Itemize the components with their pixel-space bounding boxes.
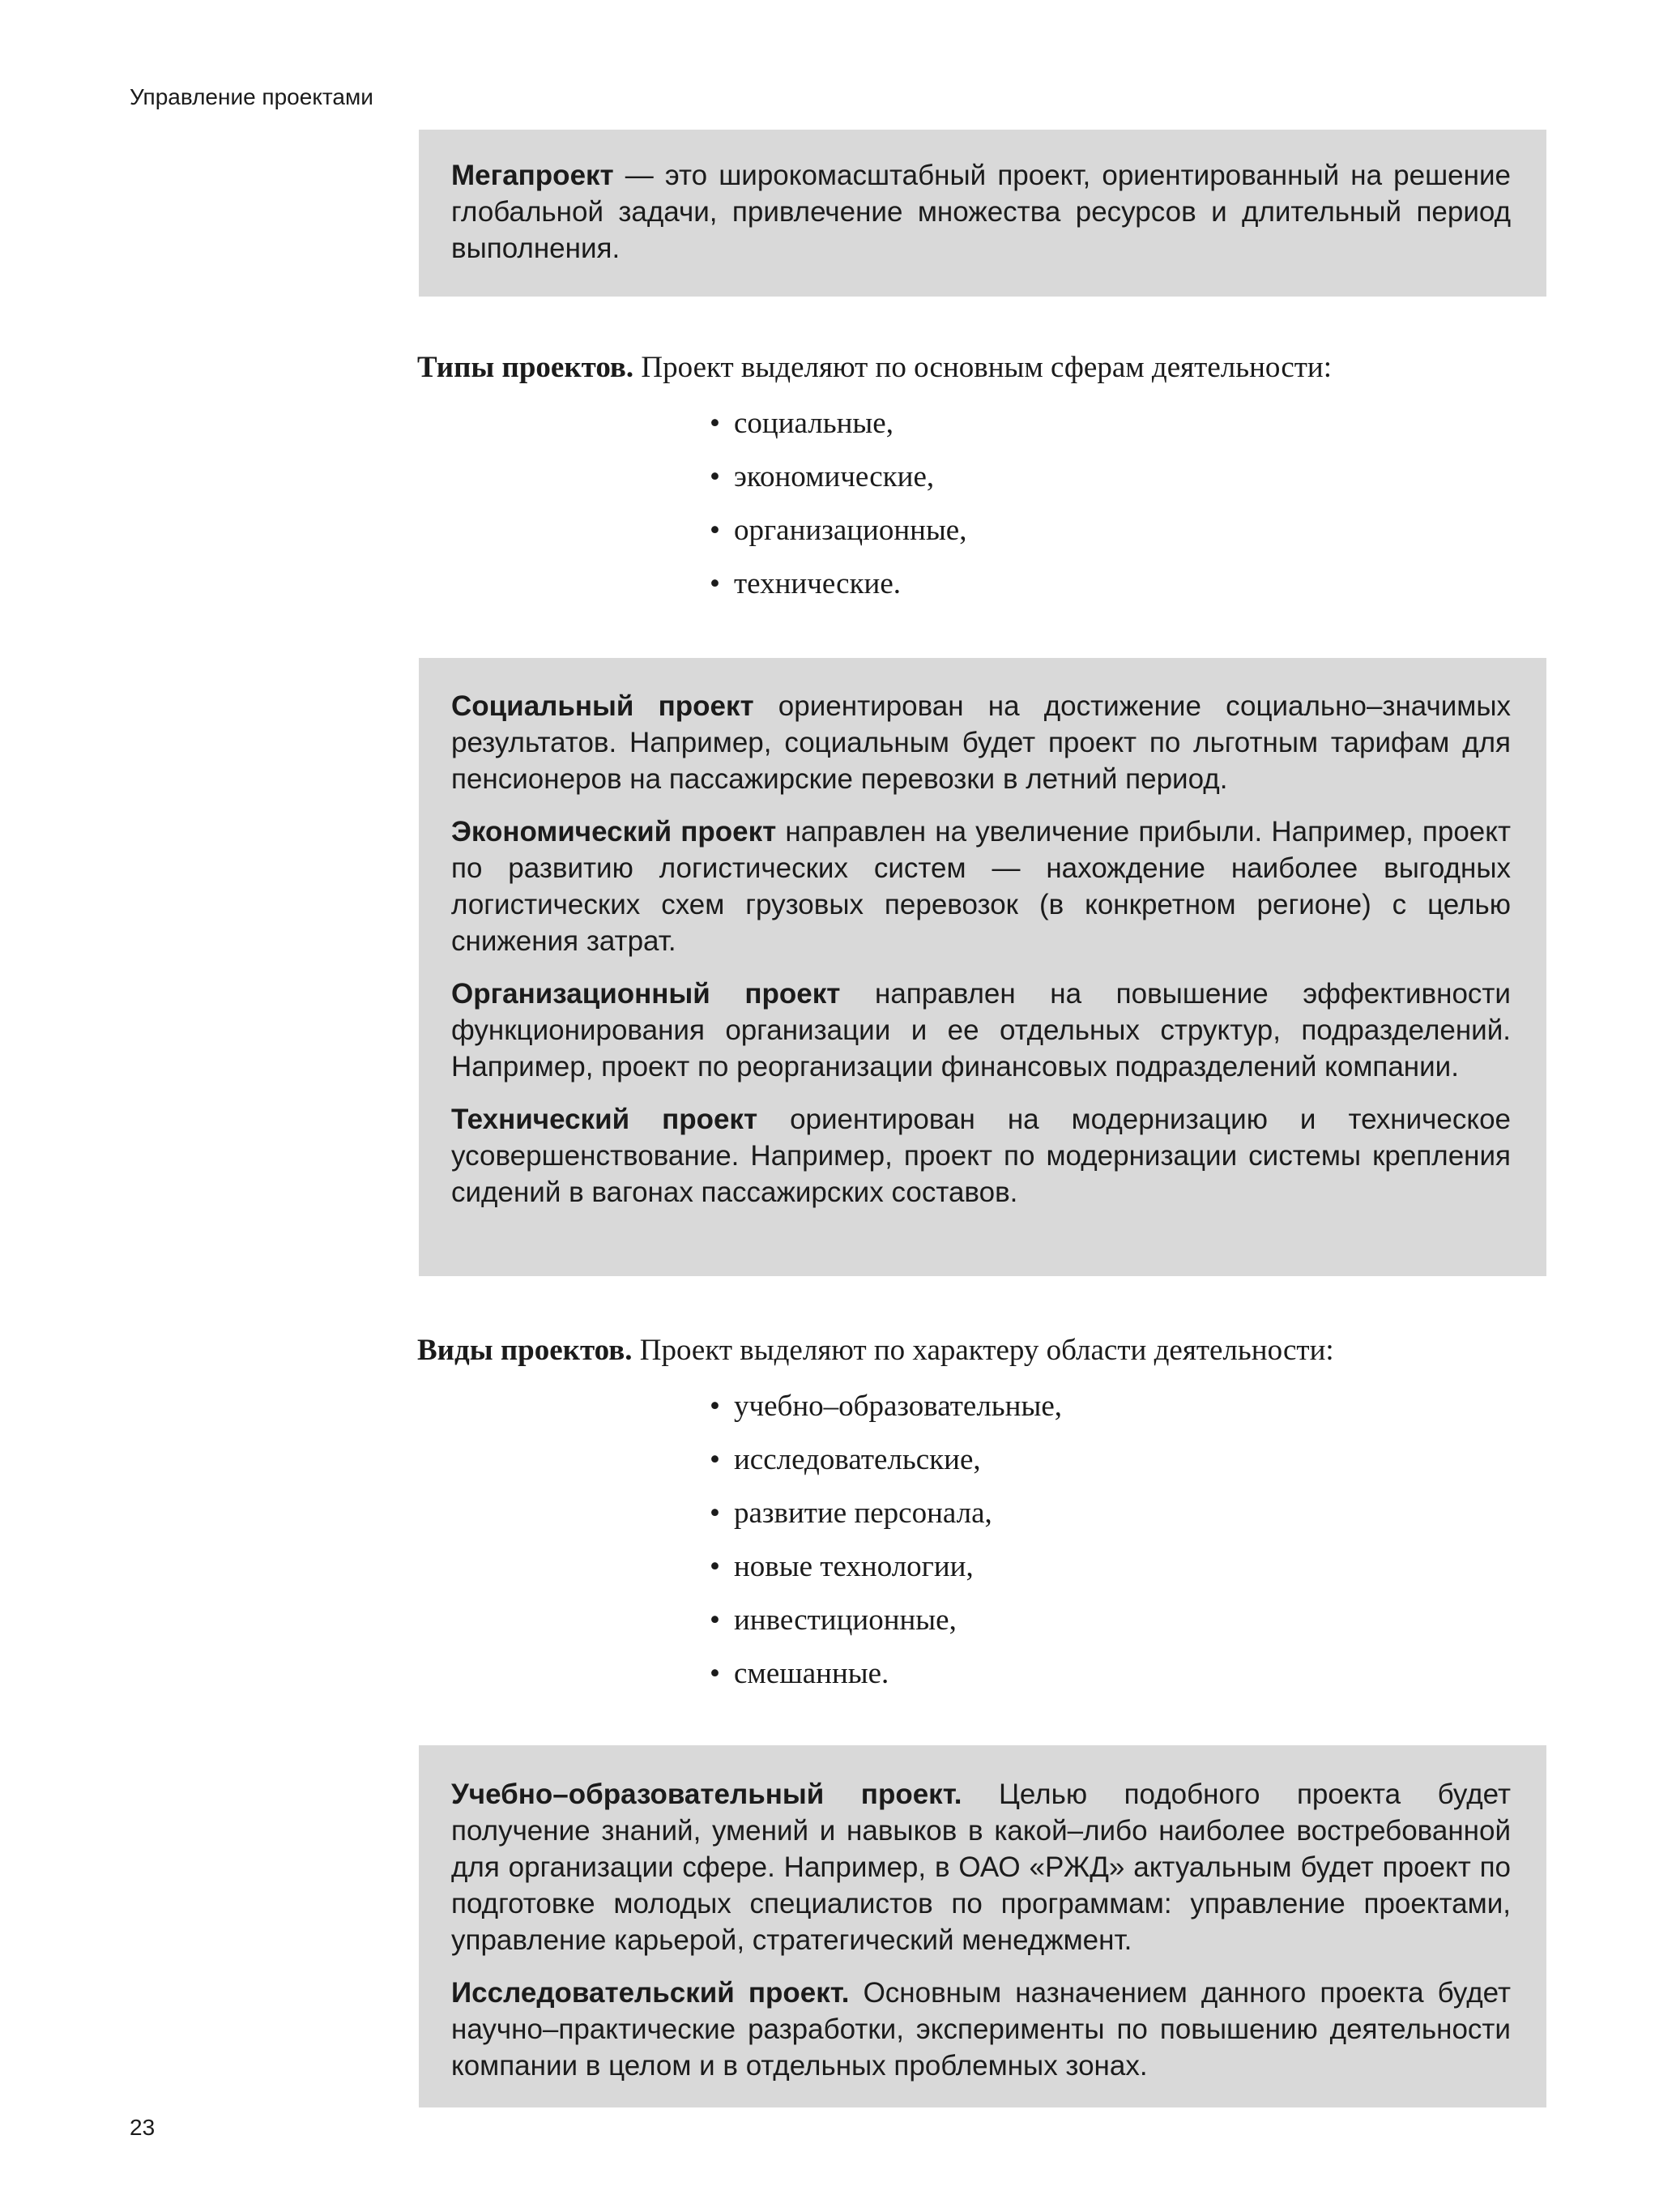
types-intro (417, 350, 1332, 386)
kinds-list (710, 1389, 1062, 1710)
list-item: • новые технологии, (710, 1549, 1062, 1603)
definition-term: Организационный проект (451, 978, 841, 1010)
kinds-intro-text: Проект выделяют по характеру области деятельности: (632, 1334, 1334, 1367)
types-list (710, 406, 966, 620)
types-intro-text: Проект выделяют по основным сферам деятельности: (633, 351, 1332, 384)
list-item: • организационные, (710, 513, 966, 566)
megaproject-term: Мегапроект (451, 160, 614, 191)
list-item: • инвестиционные, (710, 1603, 1062, 1656)
types-callout (419, 658, 1546, 1276)
list-item: • развитие персонала, (710, 1496, 1062, 1549)
kinds-callout (419, 1745, 1546, 2107)
definition-social (451, 688, 1511, 797)
definition-text: ориентирован на достижение социально–значимых результатов. Например, социальным будет проект по льготным тарифам для пенсионеров на пассажирские перевозки в летний период. (451, 690, 1511, 795)
definition-text: ориентирован на модернизацию и техническое усовершенствование. Например, проект по модернизации системы крепления сидений в вагонах пассажирских составов. (451, 1104, 1511, 1208)
definition-organizational (451, 976, 1511, 1085)
definition-text: направлен на увеличение прибыли. Например, проект по развитию логистических систем — нахождение наиболее выгодных логистических схем грузовых перевозок (в конкретном регионе) с целью снижения затрат. (451, 816, 1511, 957)
definition-text: Целью подобного проекта будет получение знаний, умений и навыков в какой–либо наиболее востребованной для организации сфере. Например, в ОАО «РЖД» актуальным будет проект по подготовке молодых специалистов по программам: управление проектами, управление карьерой, стратегический менеджмент. (451, 1779, 1511, 1956)
definition-term: Экономический проект (451, 816, 777, 848)
running-header: Управление проектами (130, 84, 373, 109)
definition-term: Социальный проект (451, 690, 754, 722)
definition-term: Технический проект (451, 1104, 758, 1135)
definition-educational (451, 1776, 1511, 1958)
definition-text: Основным назначением данного проекта будет научно–практические разработки, эксперименты по повышению деятельности компании в целом и в отдельных проблемных зонах. (451, 1977, 1511, 2082)
definition-term: Учебно–образовательный проект. (451, 1779, 962, 1810)
list-item: • экономические, (710, 459, 966, 513)
kinds-heading: Виды проектов. (417, 1334, 633, 1367)
megaproject-text: — это широкомасштабный проект, ориентированный на решение глобальной задачи, привлечение множества ресурсов и длительный период выполнения. (451, 160, 1511, 264)
definition-research (451, 1975, 1511, 2084)
list-item: • социальные, (710, 406, 966, 459)
list-item: • смешанные. (710, 1656, 1062, 1710)
list-item: • учебно–образовательные, (710, 1389, 1062, 1442)
definition-economic (451, 813, 1511, 959)
megaproject-callout (419, 130, 1546, 297)
definition-text: направлен на повышение эффективности функционирования организации и ее отдельных структур, подразделений. Например, проект по реорганизации финансовых подразделений компании. (451, 978, 1511, 1083)
list-item: • технические. (710, 566, 966, 620)
page-number: 23 (130, 2115, 156, 2140)
definition-technical (451, 1101, 1511, 1211)
list-item: • исследовательские, (710, 1442, 1062, 1496)
megaproject-definition (451, 157, 1511, 267)
types-heading: Типы проектов. (417, 351, 634, 384)
kinds-intro (417, 1333, 1334, 1369)
definition-term: Исследовательский проект. (451, 1977, 850, 2009)
